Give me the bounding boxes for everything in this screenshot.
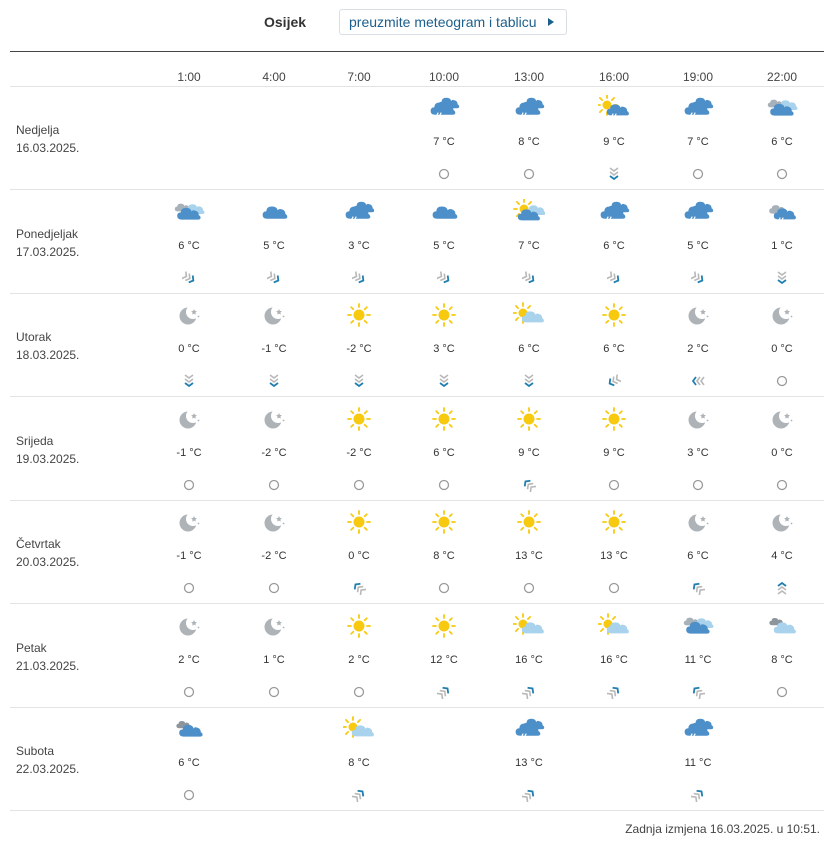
temperature: 7 °C — [433, 136, 455, 148]
sun-icon — [343, 406, 375, 432]
wind-direction-icon — [267, 271, 281, 285]
wind-direction-icon — [522, 788, 536, 802]
sun-icon — [428, 613, 460, 639]
day-name: Ponedjeljak — [16, 227, 79, 241]
last-update-text: Zadnja izmjena 16.03.2025. u 10:51. — [625, 822, 820, 836]
sun-icon — [598, 509, 630, 535]
forecast-cell — [238, 605, 308, 705]
day-name: Subota — [16, 744, 55, 758]
wind-direction-icon — [352, 581, 366, 595]
day-row — [10, 708, 824, 811]
forecast-cell — [662, 708, 732, 808]
forecast-cell — [662, 87, 732, 187]
wind-direction-icon — [691, 374, 705, 388]
calm-wind-icon — [607, 478, 621, 492]
calm-wind-icon — [691, 478, 705, 492]
temperature: 8 °C — [348, 757, 370, 769]
forecast-cell — [493, 191, 563, 291]
forecast-cell — [323, 398, 393, 498]
day-label — [16, 742, 79, 778]
calm-wind-icon — [267, 581, 281, 595]
moon-icon — [682, 302, 714, 328]
hour-label: 13:00 — [513, 70, 545, 84]
temperature: 8 °C — [771, 654, 793, 666]
temperature: 9 °C — [603, 136, 625, 148]
day-date: 21.03.2025. — [16, 659, 80, 673]
calm-wind-icon — [437, 167, 451, 181]
cloud-rain-icon — [343, 199, 375, 225]
play-triangle-icon — [548, 18, 554, 26]
day-row — [10, 294, 824, 397]
forecast-cell — [153, 708, 223, 808]
forecast-cell — [578, 398, 648, 498]
forecast-cell — [578, 294, 648, 394]
temperature: 0 °C — [348, 550, 370, 562]
forecast-cell — [153, 294, 223, 394]
temperature: 8 °C — [518, 136, 540, 148]
sun-icon — [428, 302, 460, 328]
calm-wind-icon — [437, 478, 451, 492]
temperature: 11 °C — [684, 654, 712, 666]
moon-icon — [258, 302, 290, 328]
day-label — [16, 121, 79, 157]
temperature: 4 °C — [771, 550, 793, 562]
forecast-cell — [238, 191, 308, 291]
clouds-mixed-icon — [682, 613, 714, 639]
cloud-dark-rain-icon — [766, 199, 798, 225]
cloud-rain-icon — [513, 95, 545, 121]
calm-wind-icon — [775, 685, 789, 699]
wind-direction-icon — [691, 685, 705, 699]
temperature: 16 °C — [600, 654, 628, 666]
temperature: -1 °C — [176, 550, 202, 562]
calm-wind-icon — [691, 167, 705, 181]
wind-direction-icon — [182, 271, 196, 285]
temperature: 2 °C — [178, 654, 200, 666]
temperature: 13 °C — [600, 550, 628, 562]
temperature: -2 °C — [346, 447, 372, 459]
cloud-rain-icon — [682, 199, 714, 225]
temperature: 6 °C — [603, 343, 625, 355]
forecast-cell — [662, 398, 732, 498]
forecast-cell — [493, 87, 563, 187]
forecast-cell — [662, 191, 732, 291]
sun-icon — [598, 406, 630, 432]
forecast-cell — [153, 398, 223, 498]
day-date: 19.03.2025. — [16, 452, 80, 466]
day-row — [10, 398, 824, 501]
wind-direction-icon — [437, 374, 451, 388]
cloud-rain-icon — [682, 716, 714, 742]
forecast-cell — [238, 501, 308, 601]
calm-wind-icon — [352, 478, 366, 492]
temperature: 3 °C — [348, 240, 370, 252]
sun-cloud-icon — [598, 613, 630, 639]
moon-icon — [766, 509, 798, 535]
day-label — [16, 225, 79, 261]
sun-cloud-light-icon — [343, 716, 375, 742]
calm-wind-icon — [182, 788, 196, 802]
day-label — [16, 535, 79, 571]
calm-wind-icon — [775, 167, 789, 181]
cloud-dark-light-icon — [766, 613, 798, 639]
day-date: 16.03.2025. — [16, 141, 80, 155]
sun-icon — [513, 406, 545, 432]
day-name: Srijeda — [16, 434, 54, 448]
hour-label: 22:00 — [766, 70, 798, 84]
wind-direction-icon — [182, 374, 196, 388]
cloud-icon — [428, 199, 460, 225]
day-date: 17.03.2025. — [16, 245, 80, 259]
day-label — [16, 639, 79, 675]
download-meteogram-label: preuzmite meteogram i tablicu — [349, 14, 537, 30]
forecast-cell — [578, 605, 648, 705]
temperature: 13 °C — [515, 550, 543, 562]
day-label — [16, 328, 79, 364]
temperature: 5 °C — [433, 240, 455, 252]
wind-direction-icon — [522, 478, 536, 492]
moon-icon — [173, 302, 205, 328]
calm-wind-icon — [267, 685, 281, 699]
wind-direction-icon — [352, 374, 366, 388]
temperature: 16 °C — [515, 654, 543, 666]
hour-label: 16:00 — [598, 70, 630, 84]
sun-cloud-icon — [513, 613, 545, 639]
forecast-cell — [746, 398, 816, 498]
temperature: 1 °C — [263, 654, 285, 666]
sun-clouds-icon — [513, 199, 545, 225]
day-date: 18.03.2025. — [16, 348, 80, 362]
day-name: Četvrtak — [16, 537, 61, 551]
sun-cloud-icon — [513, 302, 545, 328]
sun-icon — [428, 406, 460, 432]
temperature: -1 °C — [176, 447, 202, 459]
wind-direction-icon — [607, 271, 621, 285]
wind-direction-icon — [437, 271, 451, 285]
calm-wind-icon — [182, 581, 196, 595]
wind-direction-icon — [522, 374, 536, 388]
moon-icon — [766, 302, 798, 328]
wind-direction-icon — [691, 581, 705, 595]
day-date: 20.03.2025. — [16, 555, 80, 569]
day-row — [10, 501, 824, 604]
temperature: 1 °C — [771, 240, 793, 252]
forecast-cell — [408, 501, 478, 601]
temperature: 6 °C — [178, 240, 200, 252]
cloud-icon — [258, 199, 290, 225]
temperature: 12 °C — [430, 654, 458, 666]
moon-icon — [173, 613, 205, 639]
forecast-cell — [153, 605, 223, 705]
calm-wind-icon — [522, 581, 536, 595]
header-divider — [10, 51, 824, 52]
moon-icon — [258, 509, 290, 535]
forecast-cell — [493, 605, 563, 705]
forecast-cell — [578, 191, 648, 291]
forecast-cell — [408, 87, 478, 187]
temperature: 2 °C — [687, 343, 709, 355]
calm-wind-icon — [352, 685, 366, 699]
wind-direction-icon — [352, 788, 366, 802]
forecast-cell — [323, 501, 393, 601]
moon-icon — [173, 509, 205, 535]
hour-label: 19:00 — [682, 70, 714, 84]
wind-direction-icon — [691, 788, 705, 802]
sun-icon — [513, 509, 545, 535]
forecast-cell — [578, 501, 648, 601]
wind-direction-icon — [607, 374, 621, 388]
cloud-dark-icon — [173, 716, 205, 742]
forecast-cell — [746, 605, 816, 705]
wind-direction-icon — [522, 271, 536, 285]
temperature: 9 °C — [518, 447, 540, 459]
cloud-rain-icon — [428, 95, 460, 121]
forecast-cell — [408, 294, 478, 394]
moon-icon — [682, 509, 714, 535]
day-row — [10, 605, 824, 708]
temperature: 5 °C — [687, 240, 709, 252]
moon-icon — [258, 613, 290, 639]
day-date: 22.03.2025. — [16, 762, 80, 776]
forecast-cell — [153, 501, 223, 601]
forecast-cell — [493, 398, 563, 498]
cloud-rain-icon — [598, 199, 630, 225]
moon-icon — [682, 406, 714, 432]
temperature: 6 °C — [178, 757, 200, 769]
temperature: -2 °C — [261, 550, 287, 562]
temperature: 6 °C — [518, 343, 540, 355]
wind-direction-icon — [607, 167, 621, 181]
calm-wind-icon — [182, 478, 196, 492]
forecast-cell — [323, 605, 393, 705]
calm-wind-icon — [775, 374, 789, 388]
day-label — [16, 432, 79, 468]
temperature: 3 °C — [687, 447, 709, 459]
moon-icon — [258, 406, 290, 432]
temperature: 9 °C — [603, 447, 625, 459]
hour-label: 7:00 — [347, 70, 371, 84]
temperature: 7 °C — [687, 136, 709, 148]
day-row — [10, 87, 824, 190]
temperature: 3 °C — [433, 343, 455, 355]
forecast-cell — [746, 87, 816, 187]
wind-direction-icon — [267, 374, 281, 388]
wind-direction-icon — [437, 685, 451, 699]
moon-icon — [766, 406, 798, 432]
temperature: 0 °C — [771, 343, 793, 355]
forecast-cell — [238, 398, 308, 498]
sun-icon — [343, 302, 375, 328]
forecast-cell — [323, 191, 393, 291]
sun-icon — [428, 509, 460, 535]
wind-direction-icon — [522, 685, 536, 699]
calm-wind-icon — [437, 581, 451, 595]
day-name: Nedjelja — [16, 123, 60, 137]
day-name: Petak — [16, 641, 47, 655]
temperature: 11 °C — [684, 757, 712, 769]
sun-icon — [598, 302, 630, 328]
wind-direction-icon — [607, 685, 621, 699]
temperature: 5 °C — [263, 240, 285, 252]
cloud-rain-icon — [682, 95, 714, 121]
forecast-cell — [323, 294, 393, 394]
forecast-cell — [662, 501, 732, 601]
sun-icon — [343, 509, 375, 535]
clouds-mixed-icon — [766, 95, 798, 121]
temperature: 6 °C — [603, 240, 625, 252]
forecast-cell — [408, 191, 478, 291]
forecast-cell — [493, 708, 563, 808]
sun-icon — [343, 613, 375, 639]
forecast-cell — [662, 294, 732, 394]
temperature: -2 °C — [261, 447, 287, 459]
temperature: 0 °C — [178, 343, 200, 355]
forecast-cell — [153, 191, 223, 291]
calm-wind-icon — [267, 478, 281, 492]
forecast-cell — [323, 708, 393, 808]
temperature: 2 °C — [348, 654, 370, 666]
forecast-cell — [493, 501, 563, 601]
calm-wind-icon — [775, 478, 789, 492]
wind-direction-icon — [691, 271, 705, 285]
temperature: 6 °C — [687, 550, 709, 562]
temperature: -2 °C — [346, 343, 372, 355]
hour-label: 1:00 — [177, 70, 201, 84]
hour-label: 10:00 — [428, 70, 460, 84]
city-name: Osijek — [264, 14, 307, 30]
hours-header — [0, 70, 840, 86]
forecast-cell — [746, 191, 816, 291]
temperature: 8 °C — [433, 550, 455, 562]
forecast-cell — [746, 294, 816, 394]
clouds-mixed-icon — [173, 199, 205, 225]
download-meteogram-button[interactable] — [339, 9, 567, 35]
forecast-cell — [746, 501, 816, 601]
forecast-cell — [662, 605, 732, 705]
forecast-cell — [578, 87, 648, 187]
forecast-cell — [238, 294, 308, 394]
wind-direction-icon — [775, 271, 789, 285]
temperature: 6 °C — [433, 447, 455, 459]
sun-cloud-rain-icon — [598, 95, 630, 121]
temperature: -1 °C — [261, 343, 287, 355]
calm-wind-icon — [607, 581, 621, 595]
temperature: 0 °C — [771, 447, 793, 459]
day-name: Utorak — [16, 330, 52, 344]
temperature: 7 °C — [518, 240, 540, 252]
moon-icon — [173, 406, 205, 432]
forecast-cell — [408, 398, 478, 498]
header — [0, 0, 840, 52]
hour-label: 4:00 — [262, 70, 286, 84]
calm-wind-icon — [182, 685, 196, 699]
wind-direction-icon — [775, 581, 789, 595]
day-row — [10, 191, 824, 294]
forecast-cell — [408, 605, 478, 705]
wind-direction-icon — [352, 271, 366, 285]
temperature: 13 °C — [515, 757, 543, 769]
cloud-rain-icon — [513, 716, 545, 742]
temperature: 6 °C — [771, 136, 793, 148]
calm-wind-icon — [522, 167, 536, 181]
forecast-cell — [493, 294, 563, 394]
